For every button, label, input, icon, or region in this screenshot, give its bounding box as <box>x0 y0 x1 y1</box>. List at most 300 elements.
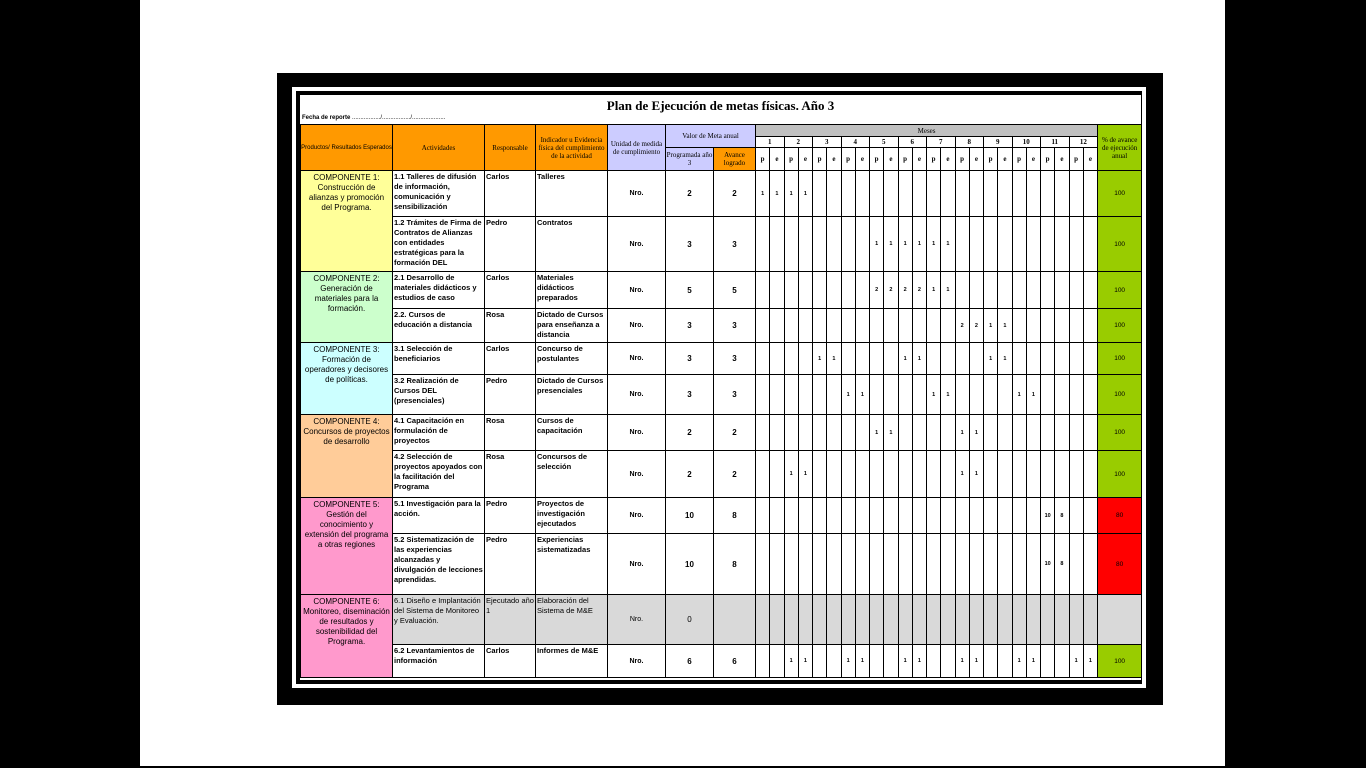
progress-percent-cell: 80 <box>1098 534 1141 595</box>
month-1-executed-cell <box>770 343 784 375</box>
month-3-executed-cell <box>827 498 841 534</box>
month-10-executed-cell <box>1026 415 1040 451</box>
month-1-planned-cell <box>756 272 770 309</box>
month-7-executed-cell <box>941 595 955 645</box>
header-month-7: 7 <box>927 137 956 148</box>
activity-cell: 1.1 Talleres de difusión de información, comunicación y sensibilización <box>393 171 485 217</box>
month-9-executed-cell <box>998 498 1012 534</box>
month-6-executed-cell <box>912 451 926 498</box>
achieved-value-cell: 2 <box>714 171 756 217</box>
month-12-executed-cell <box>1083 217 1097 272</box>
month-1-planned-cell <box>756 451 770 498</box>
month-5-executed-cell <box>884 595 898 645</box>
header-responsable: Responsable <box>485 125 536 171</box>
month-7-executed-cell <box>941 343 955 375</box>
header-month-3-planned: p <box>813 148 827 171</box>
month-5-planned-cell <box>870 309 884 343</box>
programmed-value-cell: 5 <box>666 272 714 309</box>
month-3-planned-cell <box>813 534 827 595</box>
month-11-executed-cell <box>1055 375 1069 415</box>
indicator-cell: Dictado de Cursos presenciales <box>536 375 608 415</box>
month-12-executed-cell <box>1083 534 1097 595</box>
month-6-planned-cell <box>898 498 912 534</box>
month-7-executed-cell <box>941 498 955 534</box>
month-8-executed-cell <box>969 595 983 645</box>
month-4-executed-cell <box>855 309 869 343</box>
month-12-planned-cell <box>1069 415 1083 451</box>
month-11-planned-cell: 10 <box>1041 498 1055 534</box>
month-10-planned-cell <box>1012 217 1026 272</box>
month-5-planned-cell <box>870 498 884 534</box>
month-3-executed-cell: 1 <box>827 343 841 375</box>
header-month-8: 8 <box>955 137 984 148</box>
month-3-planned-cell <box>813 375 827 415</box>
month-8-planned-cell <box>955 171 969 217</box>
month-3-executed-cell <box>827 272 841 309</box>
month-9-executed-cell <box>998 645 1012 678</box>
month-2-planned-cell <box>784 595 798 645</box>
month-10-planned-cell <box>1012 272 1026 309</box>
table-row <box>301 645 1142 678</box>
month-10-planned-cell: 1 <box>1012 645 1026 678</box>
month-2-executed-cell: 1 <box>798 451 812 498</box>
header-indicador: Indicador u Evidencia física del cumplimiento de la actividad <box>536 125 608 171</box>
activity-cell: 4.1 Capacitación en formulación de proyectos <box>393 415 485 451</box>
month-7-executed-cell <box>941 645 955 678</box>
month-10-planned-cell <box>1012 451 1026 498</box>
month-12-planned-cell: 1 <box>1069 645 1083 678</box>
month-1-planned-cell <box>756 343 770 375</box>
month-7-executed-cell <box>941 534 955 595</box>
activity-cell: 6.1 Diseño e Implantación del Sistema de Monitoreo y Evaluación. <box>393 595 485 645</box>
month-6-planned-cell <box>898 451 912 498</box>
header-month-11: 11 <box>1041 137 1070 148</box>
month-7-executed-cell <box>941 415 955 451</box>
month-12-executed-cell <box>1083 415 1097 451</box>
month-6-planned-cell <box>898 375 912 415</box>
month-12-planned-cell <box>1069 375 1083 415</box>
month-11-planned-cell <box>1041 309 1055 343</box>
unit-cell: Nro. <box>608 534 666 595</box>
programmed-value-cell: 10 <box>666 534 714 595</box>
month-11-executed-cell: 8 <box>1055 498 1069 534</box>
activity-cell: 2.2. Cursos de educación a distancia <box>393 309 485 343</box>
month-10-executed-cell <box>1026 272 1040 309</box>
month-1-planned-cell <box>756 217 770 272</box>
month-6-planned-cell <box>898 171 912 217</box>
component-5-label: COMPONENTE 5: Gestión del conocimiento y extensión del programa a otras regiones <box>301 498 393 595</box>
header-month-4: 4 <box>841 137 870 148</box>
month-6-planned-cell <box>898 534 912 595</box>
month-10-executed-cell <box>1026 498 1040 534</box>
activity-cell: 5.2 Sistematización de las experiencias alcanzadas y divulgación de lecciones aprendidas. <box>393 534 485 595</box>
month-12-executed-cell <box>1083 343 1097 375</box>
month-8-executed-cell <box>969 272 983 309</box>
month-10-planned-cell <box>1012 343 1026 375</box>
month-3-planned-cell <box>813 217 827 272</box>
month-10-executed-cell: 1 <box>1026 375 1040 415</box>
month-2-planned-cell <box>784 343 798 375</box>
month-7-executed-cell <box>941 171 955 217</box>
month-1-planned-cell <box>756 534 770 595</box>
progress-percent-cell: 80 <box>1098 498 1141 534</box>
month-4-executed-cell <box>855 498 869 534</box>
execution-plan-table <box>300 124 1141 678</box>
month-9-planned-cell: 1 <box>984 343 998 375</box>
table-row <box>301 171 1142 217</box>
month-4-executed-cell <box>855 451 869 498</box>
month-4-planned-cell <box>841 272 855 309</box>
month-12-planned-cell <box>1069 171 1083 217</box>
month-12-executed-cell <box>1083 451 1097 498</box>
achieved-value-cell: 3 <box>714 343 756 375</box>
header-month-6-executed: e <box>912 148 926 171</box>
month-9-executed-cell <box>998 171 1012 217</box>
month-11-executed-cell <box>1055 645 1069 678</box>
document-page <box>300 95 1141 680</box>
month-11-planned-cell <box>1041 217 1055 272</box>
header-month-2-executed: e <box>798 148 812 171</box>
month-3-executed-cell <box>827 375 841 415</box>
indicator-cell: Contratos <box>536 217 608 272</box>
month-4-executed-cell: 1 <box>855 645 869 678</box>
programmed-value-cell: 2 <box>666 171 714 217</box>
month-5-planned-cell <box>870 645 884 678</box>
month-7-planned-cell <box>927 534 941 595</box>
month-3-executed-cell <box>827 415 841 451</box>
responsible-cell: Rosa <box>485 309 536 343</box>
table-row <box>301 309 1142 343</box>
month-8-executed-cell: 2 <box>969 309 983 343</box>
month-6-executed-cell <box>912 534 926 595</box>
indicator-cell: Materiales didácticos preparados <box>536 272 608 309</box>
month-7-planned-cell: 1 <box>927 375 941 415</box>
month-2-executed-cell <box>798 498 812 534</box>
month-7-planned-cell <box>927 645 941 678</box>
month-3-planned-cell <box>813 645 827 678</box>
header-month-5-executed: e <box>884 148 898 171</box>
header-month-12-executed: e <box>1083 148 1097 171</box>
header-month-4-executed: e <box>855 148 869 171</box>
month-8-planned-cell <box>955 375 969 415</box>
month-3-planned-cell <box>813 451 827 498</box>
month-8-executed-cell <box>969 343 983 375</box>
responsible-cell: Carlos <box>485 171 536 217</box>
progress-percent-cell: 100 <box>1098 309 1141 343</box>
header-month-12: 12 <box>1069 137 1098 148</box>
month-3-planned-cell <box>813 272 827 309</box>
programmed-value-cell: 0 <box>666 595 714 645</box>
achieved-value-cell: 3 <box>714 309 756 343</box>
month-5-executed-cell <box>884 498 898 534</box>
month-1-planned-cell <box>756 595 770 645</box>
table-row <box>301 498 1142 534</box>
month-8-executed-cell <box>969 217 983 272</box>
month-5-planned-cell <box>870 595 884 645</box>
responsible-cell: Pedro <box>485 375 536 415</box>
header-valor-meta: Valor de Meta anual <box>666 125 756 148</box>
component-2-label: COMPONENTE 2: Generación de materiales para la formación. <box>301 272 393 343</box>
month-11-planned-cell <box>1041 343 1055 375</box>
header-month-5: 5 <box>870 137 899 148</box>
month-11-planned-cell: 10 <box>1041 534 1055 595</box>
table-row <box>301 534 1142 595</box>
month-8-executed-cell: 1 <box>969 645 983 678</box>
month-3-executed-cell <box>827 595 841 645</box>
month-10-executed-cell <box>1026 217 1040 272</box>
month-4-executed-cell: 1 <box>855 375 869 415</box>
month-4-planned-cell <box>841 498 855 534</box>
month-5-executed-cell: 1 <box>884 415 898 451</box>
month-3-executed-cell <box>827 309 841 343</box>
month-2-planned-cell <box>784 309 798 343</box>
document-title: Plan de Ejecución de metas físicas. Año 3 <box>606 98 835 113</box>
month-12-planned-cell <box>1069 498 1083 534</box>
month-5-planned-cell: 1 <box>870 415 884 451</box>
month-8-planned-cell <box>955 595 969 645</box>
table-row <box>301 375 1142 415</box>
month-7-planned-cell <box>927 343 941 375</box>
month-1-executed-cell <box>770 498 784 534</box>
month-7-planned-cell <box>927 415 941 451</box>
month-10-executed-cell <box>1026 343 1040 375</box>
header-month-1-planned: p <box>756 148 770 171</box>
month-5-planned-cell <box>870 534 884 595</box>
month-12-planned-cell <box>1069 451 1083 498</box>
indicator-cell: Dictado de Cursos para enseñanza a distancia <box>536 309 608 343</box>
month-11-planned-cell <box>1041 171 1055 217</box>
month-2-planned-cell: 1 <box>784 645 798 678</box>
month-12-executed-cell <box>1083 498 1097 534</box>
header-month-9: 9 <box>984 137 1013 148</box>
achieved-value-cell: 3 <box>714 217 756 272</box>
header-month-11-executed: e <box>1055 148 1069 171</box>
month-5-planned-cell <box>870 343 884 375</box>
header-month-12-planned: p <box>1069 148 1083 171</box>
month-6-executed-cell <box>912 595 926 645</box>
month-4-planned-cell <box>841 217 855 272</box>
progress-percent-cell: 100 <box>1098 415 1141 451</box>
month-12-executed-cell <box>1083 375 1097 415</box>
month-1-executed-cell <box>770 272 784 309</box>
component-3-label: COMPONENTE 3: Formación de operadores y decisores de políticas. <box>301 343 393 415</box>
month-8-executed-cell <box>969 534 983 595</box>
month-11-executed-cell: 8 <box>1055 534 1069 595</box>
month-4-executed-cell <box>855 171 869 217</box>
month-8-planned-cell <box>955 343 969 375</box>
table-row <box>301 415 1142 451</box>
progress-percent-cell: 100 <box>1098 272 1141 309</box>
month-3-planned-cell <box>813 415 827 451</box>
month-10-planned-cell <box>1012 309 1026 343</box>
month-11-planned-cell <box>1041 451 1055 498</box>
month-10-executed-cell: 1 <box>1026 645 1040 678</box>
month-4-planned-cell: 1 <box>841 645 855 678</box>
month-5-executed-cell <box>884 645 898 678</box>
month-6-planned-cell: 1 <box>898 645 912 678</box>
indicator-cell: Concursos de selección <box>536 451 608 498</box>
month-4-executed-cell <box>855 217 869 272</box>
month-11-executed-cell <box>1055 217 1069 272</box>
header-month-6: 6 <box>898 137 927 148</box>
programmed-value-cell: 6 <box>666 645 714 678</box>
month-9-executed-cell <box>998 217 1012 272</box>
header-month-1: 1 <box>756 137 785 148</box>
month-7-planned-cell: 1 <box>927 272 941 309</box>
achieved-value-cell: 2 <box>714 415 756 451</box>
month-8-planned-cell <box>955 217 969 272</box>
progress-percent-cell: 100 <box>1098 451 1141 498</box>
header-meses: Meses <box>756 125 1098 137</box>
component-1-label: COMPONENTE 1: Construcción de alianzas y promoción del Programa. <box>301 171 393 272</box>
activity-cell: 2.1 Desarrollo de materiales didácticos y estudios de caso <box>393 272 485 309</box>
programmed-value-cell: 3 <box>666 375 714 415</box>
indicator-cell: Experiencias sistematizadas <box>536 534 608 595</box>
month-5-executed-cell <box>884 309 898 343</box>
month-2-planned-cell <box>784 272 798 309</box>
month-11-executed-cell <box>1055 343 1069 375</box>
month-8-planned-cell: 1 <box>955 645 969 678</box>
activity-cell: 1.2 Trámites de Firma de Contratos de Alianzas con entidades estratégicas para la formación DEL <box>393 217 485 272</box>
month-8-planned-cell: 2 <box>955 309 969 343</box>
month-12-executed-cell <box>1083 171 1097 217</box>
header-month-5-planned: p <box>870 148 884 171</box>
month-10-executed-cell <box>1026 534 1040 595</box>
achieved-value-cell: 8 <box>714 534 756 595</box>
month-4-executed-cell <box>855 415 869 451</box>
header-month-2: 2 <box>784 137 813 148</box>
month-2-executed-cell <box>798 343 812 375</box>
month-6-executed-cell <box>912 498 926 534</box>
month-6-planned-cell <box>898 415 912 451</box>
header-month-1-executed: e <box>770 148 784 171</box>
header-avance: Avance logrado <box>714 148 756 171</box>
month-3-executed-cell <box>827 534 841 595</box>
progress-percent-cell <box>1098 595 1141 645</box>
month-8-planned-cell: 1 <box>955 415 969 451</box>
responsible-cell: Rosa <box>485 451 536 498</box>
month-1-planned-cell <box>756 645 770 678</box>
month-6-planned-cell: 1 <box>898 217 912 272</box>
month-8-executed-cell <box>969 498 983 534</box>
report-date-label: Fecha de reporte <box>302 115 351 121</box>
month-9-planned-cell <box>984 498 998 534</box>
month-7-planned-cell: 1 <box>927 217 941 272</box>
month-11-executed-cell <box>1055 309 1069 343</box>
programmed-value-cell: 3 <box>666 309 714 343</box>
month-3-planned-cell <box>813 309 827 343</box>
unit-cell: Nro. <box>608 171 666 217</box>
month-2-planned-cell <box>784 375 798 415</box>
month-3-executed-cell <box>827 451 841 498</box>
header-month-10: 10 <box>1012 137 1041 148</box>
responsible-cell: Pedro <box>485 498 536 534</box>
month-9-executed-cell <box>998 272 1012 309</box>
month-12-planned-cell <box>1069 217 1083 272</box>
month-3-planned-cell <box>813 171 827 217</box>
table-row <box>301 595 1142 645</box>
month-6-executed-cell: 1 <box>912 343 926 375</box>
month-6-executed-cell: 2 <box>912 272 926 309</box>
month-1-executed-cell <box>770 415 784 451</box>
month-12-executed-cell <box>1083 309 1097 343</box>
month-9-planned-cell <box>984 595 998 645</box>
month-4-planned-cell <box>841 451 855 498</box>
unit-cell: Nro. <box>608 595 666 645</box>
month-3-executed-cell <box>827 171 841 217</box>
month-10-planned-cell <box>1012 171 1026 217</box>
month-2-executed-cell <box>798 375 812 415</box>
responsible-cell: Carlos <box>485 343 536 375</box>
month-4-planned-cell <box>841 343 855 375</box>
month-11-planned-cell <box>1041 595 1055 645</box>
header-month-10-planned: p <box>1012 148 1026 171</box>
month-10-executed-cell <box>1026 595 1040 645</box>
month-1-executed-cell <box>770 534 784 595</box>
month-9-planned-cell <box>984 272 998 309</box>
month-9-executed-cell <box>998 451 1012 498</box>
month-4-executed-cell <box>855 595 869 645</box>
unit-cell: Nro. <box>608 498 666 534</box>
unit-cell: Nro. <box>608 415 666 451</box>
month-7-executed-cell: 1 <box>941 375 955 415</box>
month-5-planned-cell <box>870 171 884 217</box>
table-row <box>301 272 1142 309</box>
month-2-executed-cell <box>798 415 812 451</box>
month-9-planned-cell <box>984 217 998 272</box>
month-10-planned-cell <box>1012 415 1026 451</box>
month-3-executed-cell <box>827 217 841 272</box>
month-12-planned-cell <box>1069 343 1083 375</box>
month-4-planned-cell: 1 <box>841 375 855 415</box>
progress-percent-cell: 100 <box>1098 645 1141 678</box>
progress-percent-cell: 100 <box>1098 217 1141 272</box>
header-month-2-planned: p <box>784 148 798 171</box>
month-1-executed-cell <box>770 375 784 415</box>
responsible-cell: Pedro <box>485 217 536 272</box>
month-1-executed-cell <box>770 645 784 678</box>
month-6-executed-cell <box>912 309 926 343</box>
header-month-11-planned: p <box>1041 148 1055 171</box>
month-9-planned-cell <box>984 375 998 415</box>
month-1-planned-cell <box>756 415 770 451</box>
header-month-7-executed: e <box>941 148 955 171</box>
month-11-executed-cell <box>1055 272 1069 309</box>
month-2-executed-cell <box>798 217 812 272</box>
month-10-executed-cell <box>1026 309 1040 343</box>
header-actividades: Actividades <box>393 125 485 171</box>
month-8-planned-cell <box>955 272 969 309</box>
unit-cell: Nro. <box>608 451 666 498</box>
indicator-cell: Proyectos de investigación ejecutados <box>536 498 608 534</box>
month-9-planned-cell <box>984 415 998 451</box>
month-9-executed-cell: 1 <box>998 343 1012 375</box>
indicator-cell: Elaboración del Sistema de M&E <box>536 595 608 645</box>
month-12-planned-cell <box>1069 272 1083 309</box>
month-6-executed-cell <box>912 415 926 451</box>
activity-cell: 3.1 Selección de beneficiarios <box>393 343 485 375</box>
month-3-planned-cell <box>813 595 827 645</box>
month-9-executed-cell <box>998 595 1012 645</box>
month-5-executed-cell <box>884 534 898 595</box>
report-date-field <box>302 115 445 121</box>
header-porcentaje: % de avance de ejecución anual <box>1098 125 1141 171</box>
month-1-executed-cell <box>770 451 784 498</box>
month-11-executed-cell <box>1055 451 1069 498</box>
month-4-executed-cell <box>855 343 869 375</box>
achieved-value-cell: 5 <box>714 272 756 309</box>
month-8-planned-cell: 1 <box>955 451 969 498</box>
